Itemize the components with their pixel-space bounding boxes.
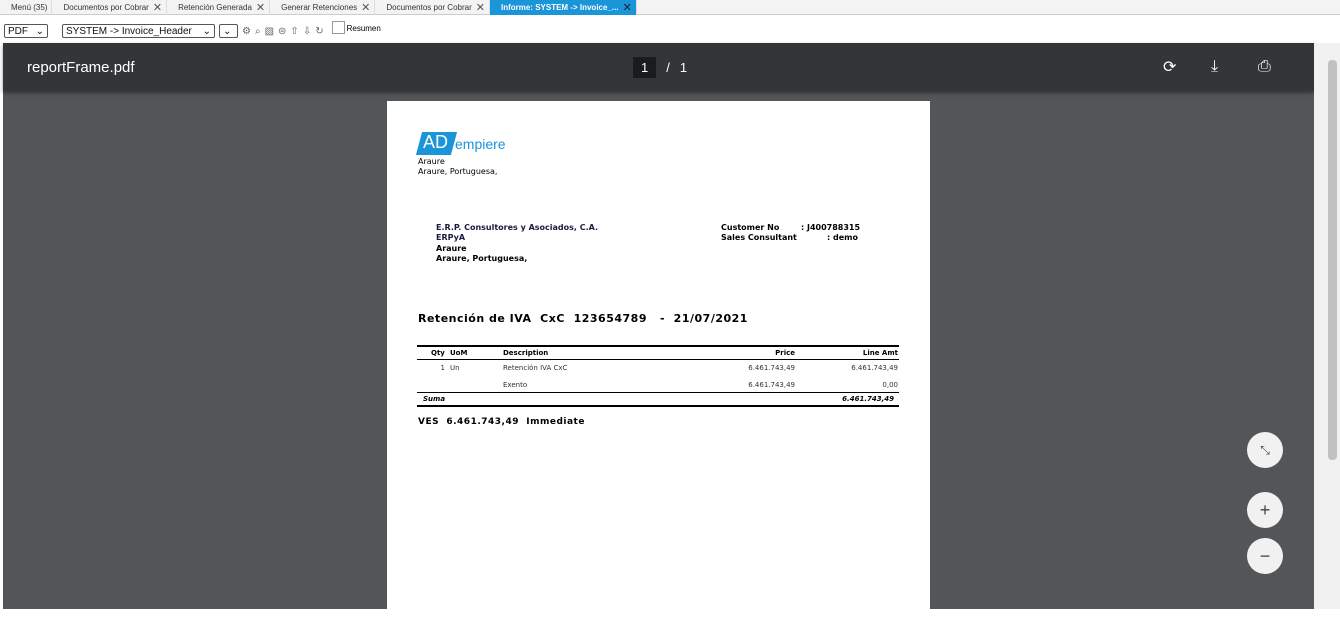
col-price: Price <box>775 349 795 357</box>
print-format-select[interactable] <box>219 24 238 38</box>
chevron-down-icon: ⌄ <box>35 25 44 37</box>
org-address: Araure, Portuguesa, <box>418 167 498 176</box>
page-total: 1 <box>679 59 688 75</box>
sum-value: 6.461.743,49 <box>842 395 894 403</box>
divider <box>417 345 899 347</box>
bp-address: Araure, Portuguesa, <box>436 254 528 263</box>
tab-documentos-cobrar-2[interactable] <box>375 0 490 15</box>
tab-generar-retenciones[interactable] <box>270 0 375 15</box>
grand-total: VES 6.461.743,49 Immediate <box>418 417 585 427</box>
customer-label: Customer No <box>721 223 780 232</box>
tab-informe[interactable] <box>490 0 637 15</box>
tab-bar <box>0 0 1340 15</box>
format-value: PDF <box>8 25 28 37</box>
collapse-icon: ⤡ <box>1260 442 1270 457</box>
sum-label: Suma <box>423 395 446 403</box>
chevron-down-icon: ⌄ <box>223 25 232 37</box>
page-indicator <box>633 57 687 78</box>
minus-icon: − <box>1259 545 1271 566</box>
close-icon[interactable]: ✕ <box>361 2 371 14</box>
document-title: Retención de IVA CxC 123654789 - 21/07/2021 <box>418 312 748 325</box>
bp-short: ERPyA <box>436 233 466 242</box>
tab-retencion-generada[interactable] <box>167 0 270 15</box>
col-uom: UoM <box>450 349 468 357</box>
report-value: SYSTEM -> Invoice_Header <box>66 25 192 37</box>
print-icon[interactable]: ⎙ <box>1258 58 1271 75</box>
refresh-icon[interactable]: ↻ <box>315 25 324 37</box>
fit-page-button[interactable] <box>1247 432 1283 468</box>
divider <box>417 405 899 407</box>
tab-label: Menú (35) <box>11 3 48 12</box>
page-separator: / <box>666 59 670 75</box>
scrollbar[interactable] <box>1314 43 1340 609</box>
format-select[interactable] <box>4 24 48 38</box>
close-icon[interactable]: ✕ <box>152 2 163 14</box>
resumen-label: Resumen <box>346 23 381 33</box>
pdf-viewer <box>3 43 1314 609</box>
customer-value: : J400788315 <box>801 223 861 232</box>
sales-label: Sales Consultant <box>721 233 797 242</box>
tab-label: Documentos por Cobrar <box>63 3 149 12</box>
export-icon[interactable]: ⇧ <box>290 25 299 37</box>
divider <box>417 392 899 393</box>
scrollbar-thumb[interactable] <box>1328 60 1337 460</box>
cell-price: 6.461.743,49 <box>748 381 795 389</box>
bp-name: E.R.P. Consultores y Asociados, C.A. <box>436 223 598 232</box>
logo-text: AD <box>423 132 449 152</box>
plus-icon: + <box>1259 499 1271 520</box>
org-city: Araure <box>418 157 445 166</box>
tab-label: Generar Retenciones <box>281 3 358 12</box>
tab-label: Documentos por Cobrar <box>386 3 472 12</box>
pdf-page <box>387 101 930 621</box>
image-icon[interactable]: ▧ <box>264 25 275 37</box>
download-icon[interactable]: ⤓ <box>1211 58 1219 75</box>
close-icon[interactable]: ✕ <box>622 2 632 14</box>
tab-label: Informe: SYSTEM -> Invoice_... <box>500 3 619 12</box>
archive-icon[interactable]: ⊜ <box>278 25 287 37</box>
cell-line-amt: 6.461.743,49 <box>851 364 898 372</box>
tab-menu[interactable] <box>0 0 52 15</box>
cell-line-amt: 0,00 <box>882 381 898 389</box>
rotate-icon[interactable]: ⟳ <box>1163 59 1177 76</box>
zoom-in-button[interactable] <box>1247 492 1283 528</box>
download-icon[interactable]: ⇩ <box>302 25 312 37</box>
pdf-toolbar <box>3 43 1314 91</box>
divider <box>417 359 899 360</box>
cell-price: 6.461.743,49 <box>748 364 795 372</box>
gear-icon[interactable]: ⚙ <box>242 25 251 37</box>
zoom-out-button[interactable] <box>1247 538 1283 574</box>
sales-value: : demo <box>827 233 858 242</box>
close-icon[interactable]: ✕ <box>255 2 266 14</box>
col-line-amt: Line Amt <box>862 349 898 357</box>
resumen-checkbox[interactable] <box>332 21 345 34</box>
bp-city: Araure <box>436 244 467 253</box>
search-icon[interactable]: ⌕ <box>254 25 261 37</box>
cell-description: Retención IVA CxC <box>503 364 568 372</box>
logo-text: empiere <box>455 136 506 152</box>
cell-description: Exento <box>503 381 528 389</box>
col-qty: Qty <box>431 349 445 357</box>
cell-qty: 1 <box>440 364 445 372</box>
report-toolbar <box>4 22 381 40</box>
chevron-down-icon: ⌄ <box>202 25 211 37</box>
cell-uom: Un <box>450 364 460 372</box>
pdf-title: reportFrame.pdf <box>27 58 135 76</box>
close-icon[interactable]: ✕ <box>475 2 485 14</box>
page-input[interactable]: 1 <box>633 57 656 78</box>
report-select[interactable] <box>62 24 215 38</box>
tab-documentos-cobrar[interactable] <box>52 0 167 15</box>
tab-label: Retención Generada <box>178 3 252 12</box>
col-description: Description <box>503 349 549 357</box>
